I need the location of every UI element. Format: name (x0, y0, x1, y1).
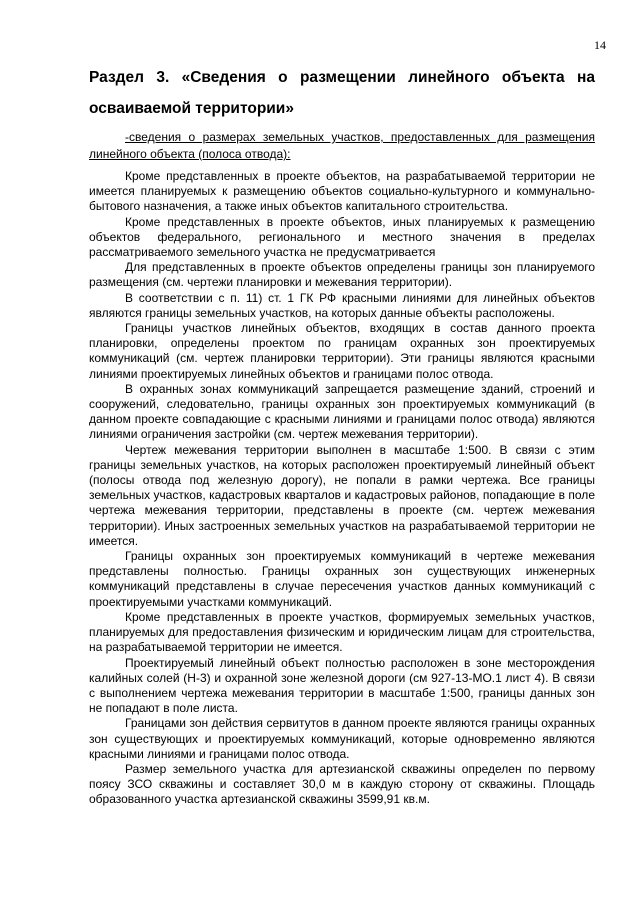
paragraph: Границами зон действия сервитутов в данном проекте являются границы охранных зон существующих и проектируемых коммуникаций, которые одновременно являются красными линиями и границами полос отвода. (89, 716, 595, 761)
paragraph: Кроме представленных в проекте объектов, иных планируемых к размещению объектов федерального, регионального и местного значения в пределах рассматриваемого земельного участка не предусматривается (89, 214, 595, 260)
paragraph: Кроме представленных в проекте объектов, на разрабатываемой территории не имеется планируемых к размещению объектов социально-культурного и коммунально-бытового назначения, а также иных объектов капитального строительства. (89, 169, 595, 214)
paragraph: Кроме представленных в проекте участков, формируемых земельных участков, планируемых для предоставления физическим и юридическим лицам для строительства, на разрабатываемой территории не имеется. (89, 609, 595, 655)
paragraph: Границы участков линейных объектов, входящих в состав данного проекта планировки, определены проектом по границам охранных зон проектируемых коммуникаций (см. чертеж планировки территории). Эти границы являются красными линиями проектируемых линейных объектов и границами полос отвода. (89, 321, 595, 381)
paragraph: Проектируемый линейный объект полностью расположен в зоне месторождения калийных солей (Н-3) и охранной зоне железной дороги (см 927-13-МО.1 лист 4). В связи с выполнением чертежа межевания территории в масштабе 1:500, границы данных зон не попадают в поле листа. (89, 655, 595, 716)
paragraph: Размер земельного участка для артезианской скважины определен по первому поясу ЗСО скважины и составляет 30,0 м в каждую сторону от скважины. Площадь образованного участка артезианской скважины 3599,91 кв.м. (89, 761, 595, 807)
section-heading: Раздел 3. «Сведения о размещении линейного объекта на осваиваемой территории» (89, 69, 595, 117)
section-subheading: -сведения о размерах земельных участков, предоставленных для размещения линейного объекта (полоса отвода): (89, 130, 595, 161)
paragraph: Для представленных в проекте объектов определены границы зон планируемого размещения (см. чертежи планировки и межевания территории). (89, 260, 595, 290)
paragraph: В соответствии с п. 11) ст. 1 ГК РФ красными линиями для линейных объектов являются границы земельных участков, на которых данные объекты расположены. (89, 290, 595, 320)
page-content (89, 62, 595, 808)
paragraph: Чертеж межевания территории выполнен в масштабе 1:500. В связи с этим границы земельных участков, на которых расположен проектируемый линейный объект (полосы отвода под железную дорогу), не попали в рамки чертежа. Все границы земельных участков, кадастровых кварталов и кадастровых районов, попадающие в поле чертежа межевания территории, представлены в проекте (см. чертеж межевания территории). Иных застроенных земельных участков на разрабатываемой территории не имеется. (89, 442, 595, 548)
paragraph: В охранных зонах коммуникаций запрещается размещение зданий, строений и сооружений, следовательно, границы охранных зон проектируемых коммуникаций (в данном проекте совпадающие с красными линиями и границами полос отвода) являются линиями ограничения застройки (см. чертеж межевания территории). (89, 381, 595, 442)
paragraph: Границы охранных зон проектируемых коммуникаций в чертеже межевания представлены полностью. Границы охранных зон существующих инженерных коммуникаций представлены в случае пересечения участков данных коммуникаций с проектируемыми участками коммуникаций. (89, 549, 595, 609)
page-number: 14 (594, 38, 606, 52)
